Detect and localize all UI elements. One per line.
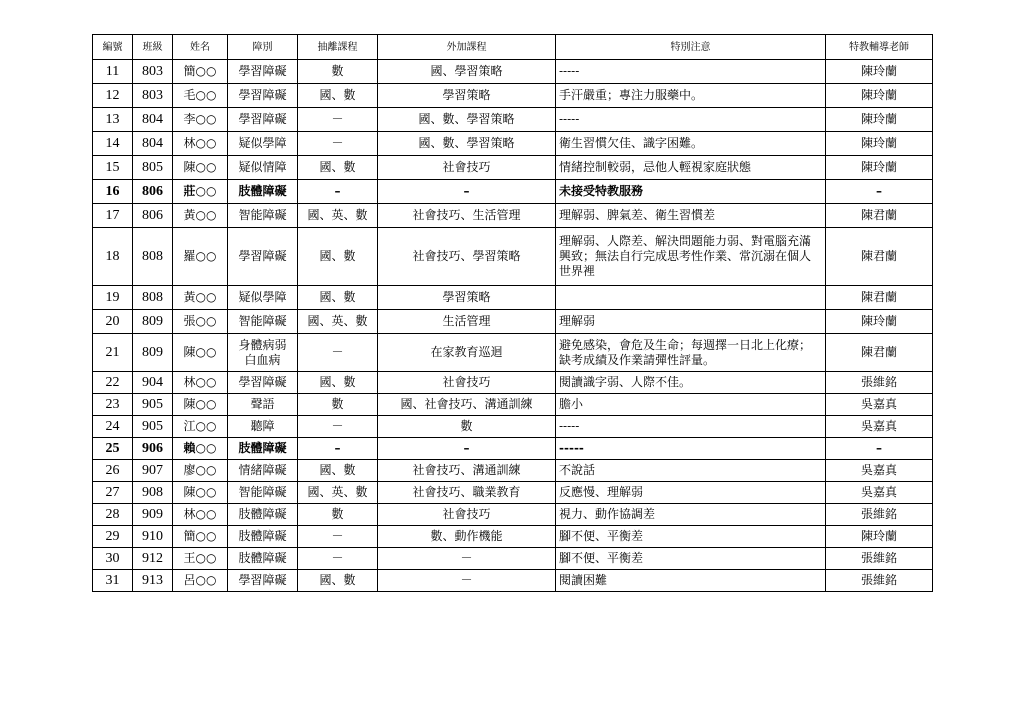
cell-extra-courses: 在家教育巡迴 <box>378 334 556 372</box>
cell-name: 毛○○ <box>173 84 228 108</box>
cell-name: 賴○○ <box>173 438 228 460</box>
cell-teacher: 陳玲蘭 <box>826 132 933 156</box>
cell-special-notes: 衛生習慣欠佳、識字困難。 <box>556 132 826 156</box>
cell-id: 22 <box>93 372 133 394</box>
cell-pullout-courses: － <box>298 548 378 570</box>
cell-name: 廖○○ <box>173 460 228 482</box>
cell-class: 905 <box>133 416 173 438</box>
table-row <box>93 416 933 438</box>
cell-teacher: 陳玲蘭 <box>826 60 933 84</box>
cell-pullout-courses: – <box>298 438 378 460</box>
cell-pullout-courses: － <box>298 132 378 156</box>
cell-id: 25 <box>93 438 133 460</box>
cell-class: 905 <box>133 394 173 416</box>
cell-class: 912 <box>133 548 173 570</box>
cell-teacher: 張維銘 <box>826 570 933 592</box>
special-education-student-table <box>92 34 933 592</box>
cell-pullout-courses: 國、英、數 <box>298 204 378 228</box>
student-table-wrapper <box>92 34 932 592</box>
cell-special-notes: 不說話 <box>556 460 826 482</box>
header-teacher: 特教輔導老師 <box>826 35 933 60</box>
cell-extra-courses: 國、數、學習策略 <box>378 132 556 156</box>
cell-teacher: 陳君蘭 <box>826 286 933 310</box>
cell-id: 21 <box>93 334 133 372</box>
cell-name: 陳○○ <box>173 334 228 372</box>
cell-teacher: 陳君蘭 <box>826 204 933 228</box>
cell-disability-type: 智能障礙 <box>228 482 298 504</box>
cell-special-notes: 腳不便、平衡差 <box>556 548 826 570</box>
cell-class: 913 <box>133 570 173 592</box>
cell-id: 27 <box>93 482 133 504</box>
cell-extra-courses: 社會技巧 <box>378 156 556 180</box>
cell-disability-type: 智能障礙 <box>228 204 298 228</box>
cell-id: 19 <box>93 286 133 310</box>
cell-class: 809 <box>133 334 173 372</box>
cell-disability-type: 聽障 <box>228 416 298 438</box>
table-row <box>93 84 933 108</box>
cell-name: 李○○ <box>173 108 228 132</box>
cell-pullout-courses: 國、數 <box>298 286 378 310</box>
header-disability-type: 障別 <box>228 35 298 60</box>
table-row <box>93 394 933 416</box>
header-pullout-courses: 抽離課程 <box>298 35 378 60</box>
table-row <box>93 132 933 156</box>
cell-disability-type: 身體病弱 白血病 <box>228 334 298 372</box>
table-row <box>93 372 933 394</box>
cell-pullout-courses: － <box>298 416 378 438</box>
header-name: 姓名 <box>173 35 228 60</box>
cell-special-notes: 閱讀困難 <box>556 570 826 592</box>
cell-id: 17 <box>93 204 133 228</box>
cell-extra-courses: 數、動作機能 <box>378 526 556 548</box>
cell-pullout-courses: 國、數 <box>298 84 378 108</box>
cell-name: 簡○○ <box>173 60 228 84</box>
cell-disability-type: 疑似學障 <box>228 286 298 310</box>
table-row <box>93 204 933 228</box>
cell-class: 806 <box>133 204 173 228</box>
cell-teacher: 陳玲蘭 <box>826 310 933 334</box>
cell-name: 陳○○ <box>173 156 228 180</box>
cell-pullout-courses: 國、數 <box>298 228 378 286</box>
cell-disability-type: 智能障礙 <box>228 310 298 334</box>
header-extra-courses: 外加課程 <box>378 35 556 60</box>
cell-pullout-courses: – <box>298 180 378 204</box>
cell-disability-type: 學習障礙 <box>228 108 298 132</box>
cell-name: 江○○ <box>173 416 228 438</box>
cell-special-notes: 視力、動作協調差 <box>556 504 826 526</box>
cell-teacher: 吳嘉真 <box>826 482 933 504</box>
cell-class: 808 <box>133 286 173 310</box>
cell-name: 黃○○ <box>173 204 228 228</box>
cell-disability-type: 聲語 <box>228 394 298 416</box>
cell-special-notes: 情緒控制較弱，忌他人輕視家庭狀態 <box>556 156 826 180</box>
cell-extra-courses: 國、數、學習策略 <box>378 108 556 132</box>
table-row <box>93 438 933 460</box>
cell-class: 908 <box>133 482 173 504</box>
cell-extra-courses: 社會技巧、溝通訓練 <box>378 460 556 482</box>
cell-class: 805 <box>133 156 173 180</box>
cell-special-notes: 膽小 <box>556 394 826 416</box>
cell-extra-courses: － <box>378 570 556 592</box>
table-row <box>93 526 933 548</box>
cell-pullout-courses: 數 <box>298 60 378 84</box>
table-row <box>93 286 933 310</box>
cell-disability-type: 學習障礙 <box>228 228 298 286</box>
cell-name: 陳○○ <box>173 394 228 416</box>
cell-name: 黃○○ <box>173 286 228 310</box>
cell-name: 林○○ <box>173 132 228 156</box>
cell-name: 王○○ <box>173 548 228 570</box>
cell-extra-courses: 社會技巧、生活管理 <box>378 204 556 228</box>
cell-extra-courses: – <box>378 438 556 460</box>
cell-teacher: 陳玲蘭 <box>826 84 933 108</box>
cell-special-notes: 反應慢、理解弱 <box>556 482 826 504</box>
table-row <box>93 228 933 286</box>
table-header-row <box>93 35 933 60</box>
cell-id: 14 <box>93 132 133 156</box>
cell-pullout-courses: － <box>298 526 378 548</box>
cell-special-notes: ----- <box>556 108 826 132</box>
cell-pullout-courses: 國、數 <box>298 156 378 180</box>
table-row <box>93 334 933 372</box>
header-id: 編號 <box>93 35 133 60</box>
cell-teacher: – <box>826 180 933 204</box>
cell-class: 806 <box>133 180 173 204</box>
cell-class: 909 <box>133 504 173 526</box>
cell-pullout-courses: 數 <box>298 504 378 526</box>
cell-class: 907 <box>133 460 173 482</box>
cell-id: 12 <box>93 84 133 108</box>
cell-pullout-courses: － <box>298 108 378 132</box>
cell-disability-type: 情緒障礙 <box>228 460 298 482</box>
cell-class: 808 <box>133 228 173 286</box>
cell-special-notes: ----- <box>556 60 826 84</box>
cell-class: 804 <box>133 132 173 156</box>
table-body <box>93 60 933 592</box>
cell-id: 31 <box>93 570 133 592</box>
cell-id: 11 <box>93 60 133 84</box>
cell-special-notes: 手汗嚴重；專注力服藥中。 <box>556 84 826 108</box>
table-row <box>93 310 933 334</box>
cell-disability-type: 肢體障礙 <box>228 438 298 460</box>
cell-pullout-courses: 國、數 <box>298 460 378 482</box>
cell-id: 28 <box>93 504 133 526</box>
cell-extra-courses: 社會技巧、學習策略 <box>378 228 556 286</box>
cell-disability-type: 肢體障礙 <box>228 548 298 570</box>
cell-disability-type: 學習障礙 <box>228 570 298 592</box>
cell-pullout-courses: 國、數 <box>298 570 378 592</box>
cell-teacher: 陳玲蘭 <box>826 526 933 548</box>
cell-extra-courses: 社會技巧 <box>378 504 556 526</box>
cell-name: 呂○○ <box>173 570 228 592</box>
cell-extra-courses: – <box>378 180 556 204</box>
cell-extra-courses: 學習策略 <box>378 286 556 310</box>
table-row <box>93 570 933 592</box>
cell-name: 張○○ <box>173 310 228 334</box>
header-class: 班級 <box>133 35 173 60</box>
cell-teacher: 吳嘉真 <box>826 394 933 416</box>
table-row <box>93 156 933 180</box>
cell-teacher: 張維銘 <box>826 504 933 526</box>
cell-pullout-courses: 國、數 <box>298 372 378 394</box>
cell-class: 906 <box>133 438 173 460</box>
cell-special-notes: 避免感染，會危及生命；每週擇一日北上化療；缺考成績及作業請彈性評量。 <box>556 334 826 372</box>
cell-special-notes <box>556 286 826 310</box>
cell-class: 809 <box>133 310 173 334</box>
cell-name: 陳○○ <box>173 482 228 504</box>
cell-teacher: 陳君蘭 <box>826 334 933 372</box>
cell-disability-type: 肢體障礙 <box>228 180 298 204</box>
cell-special-notes: 腳不便、平衡差 <box>556 526 826 548</box>
cell-special-notes: ----- <box>556 438 826 460</box>
cell-extra-courses: － <box>378 548 556 570</box>
cell-special-notes: 閱讀識字弱、人際不佳。 <box>556 372 826 394</box>
cell-pullout-courses: － <box>298 334 378 372</box>
cell-teacher: 陳玲蘭 <box>826 108 933 132</box>
cell-name: 林○○ <box>173 504 228 526</box>
cell-extra-courses: 生活管理 <box>378 310 556 334</box>
cell-special-notes: ----- <box>556 416 826 438</box>
cell-class: 803 <box>133 60 173 84</box>
cell-teacher: 陳君蘭 <box>826 228 933 286</box>
cell-disability-type: 學習障礙 <box>228 84 298 108</box>
cell-teacher: 吳嘉真 <box>826 416 933 438</box>
cell-id: 18 <box>93 228 133 286</box>
header-special-notes: 特別注意 <box>556 35 826 60</box>
cell-extra-courses: 社會技巧 <box>378 372 556 394</box>
cell-id: 29 <box>93 526 133 548</box>
cell-id: 15 <box>93 156 133 180</box>
table-row <box>93 504 933 526</box>
cell-class: 804 <box>133 108 173 132</box>
table-row <box>93 180 933 204</box>
table-row <box>93 482 933 504</box>
cell-extra-courses: 國、學習策略 <box>378 60 556 84</box>
table-row <box>93 60 933 84</box>
cell-special-notes: 理解弱、脾氣差、衛生習慣差 <box>556 204 826 228</box>
cell-id: 23 <box>93 394 133 416</box>
cell-extra-courses: 數 <box>378 416 556 438</box>
cell-name: 簡○○ <box>173 526 228 548</box>
cell-teacher: 張維銘 <box>826 372 933 394</box>
cell-id: 26 <box>93 460 133 482</box>
cell-disability-type: 肢體障礙 <box>228 526 298 548</box>
cell-teacher: 張維銘 <box>826 548 933 570</box>
cell-disability-type: 學習障礙 <box>228 60 298 84</box>
cell-disability-type: 疑似情障 <box>228 156 298 180</box>
cell-special-notes: 未接受特教服務 <box>556 180 826 204</box>
cell-extra-courses: 學習策略 <box>378 84 556 108</box>
cell-special-notes: 理解弱 <box>556 310 826 334</box>
cell-extra-courses: 國、社會技巧、溝通訓練 <box>378 394 556 416</box>
cell-id: 13 <box>93 108 133 132</box>
cell-class: 803 <box>133 84 173 108</box>
cell-teacher: 吳嘉真 <box>826 460 933 482</box>
cell-teacher: 陳玲蘭 <box>826 156 933 180</box>
cell-id: 30 <box>93 548 133 570</box>
cell-class: 904 <box>133 372 173 394</box>
cell-extra-courses: 社會技巧、職業教育 <box>378 482 556 504</box>
cell-name: 羅○○ <box>173 228 228 286</box>
cell-disability-type: 疑似學障 <box>228 132 298 156</box>
cell-disability-type: 肢體障礙 <box>228 504 298 526</box>
cell-disability-type: 學習障礙 <box>228 372 298 394</box>
cell-class: 910 <box>133 526 173 548</box>
cell-pullout-courses: 國、英、數 <box>298 482 378 504</box>
cell-name: 林○○ <box>173 372 228 394</box>
cell-pullout-courses: 數 <box>298 394 378 416</box>
cell-name: 莊○○ <box>173 180 228 204</box>
cell-id: 16 <box>93 180 133 204</box>
table-row <box>93 108 933 132</box>
cell-id: 24 <box>93 416 133 438</box>
cell-teacher: – <box>826 438 933 460</box>
cell-id: 20 <box>93 310 133 334</box>
cell-special-notes: 理解弱、人際差、解決問題能力弱、對電腦充滿興致；無法自行完成思考性作業、常沉溺在個人世界裡 <box>556 228 826 286</box>
cell-pullout-courses: 國、英、數 <box>298 310 378 334</box>
table-row <box>93 548 933 570</box>
table-row <box>93 460 933 482</box>
